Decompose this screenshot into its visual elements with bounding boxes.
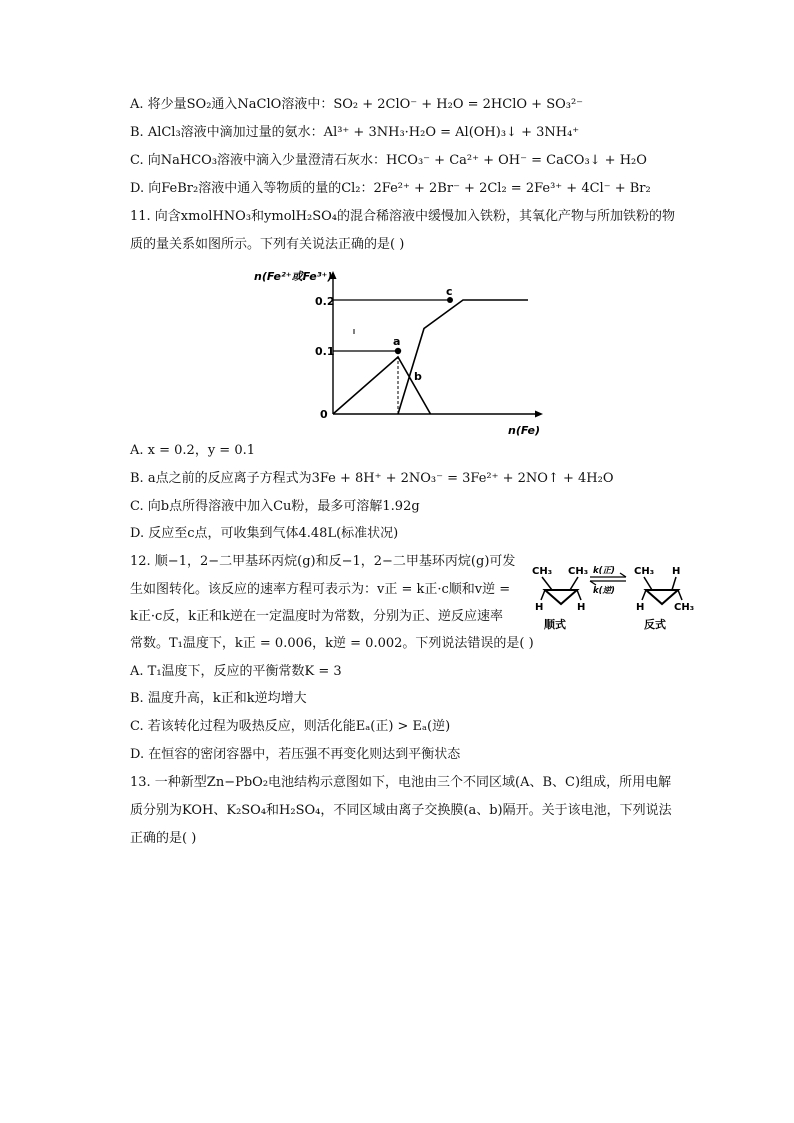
q12-isomer-figure (530, 560, 700, 632)
label-a: a (393, 335, 401, 348)
q12-option-b: B. 温度升高，k正和k逆均增大 (130, 691, 307, 706)
cis-ch3-left: CH₃ (532, 566, 553, 577)
q10-option-c: C. 向NaHCO₃溶液中滴入少量澄清石灰水：HCO₃⁻ + Ca²⁺ + OH⁻ = CaCO₃↓ + H₂O (130, 153, 647, 168)
label-c: c (446, 285, 453, 298)
q11-option-a: A. x = 0.2，y = 0.1 (130, 443, 255, 458)
reverse-rate-label: k(逆) (593, 586, 615, 596)
trans-h-bottom: H (636, 602, 645, 613)
q10-option-a: A. 将少量SO₂通入NaClO溶液中：SO₂ + 2ClO⁻ + H₂O = 2HClO + SO₃²⁻ (130, 97, 584, 112)
cis-ch3-right: CH₃ (568, 566, 589, 577)
x-axis-arrow (535, 411, 543, 418)
trans-label: 反式 (644, 618, 666, 631)
series-line-2 (398, 300, 528, 414)
q12-option-d: D. 在恒容的密闭容器中，若压强不再变化则达到平衡状态 (130, 747, 461, 762)
forward-rate-label: k(正) (593, 566, 615, 576)
y-tick-0.1: 0.1 (315, 345, 335, 358)
series-layer (333, 300, 528, 414)
x-axis-label: n(Fe) (508, 424, 541, 437)
q12-option-c: C. 若该转化过程为吸热反应，则活化能Eₐ(正) > Eₐ(逆) (130, 719, 451, 734)
y-tick-0: 0 (320, 408, 328, 421)
q12-stem-line-1: 12. 顺−1，2−二甲基环丙烷(g)和反−1，2−二甲基环丙烷(g)可发 (130, 554, 516, 569)
label-b: b (414, 370, 422, 383)
y-axis-label: n(Fe²⁺或Fe³⁺) (254, 270, 333, 283)
q11-stem-line-1: 11. 向含xmolHNO₃和ymolH₂SO₄的混合稀溶液中缓慢加入铁粉，其氧化产物与所加铁粉的物 (130, 209, 676, 224)
q10-option-d: D. 向FeBr₂溶液中通入等物质的量的Cl₂：2Fe²⁺ + 2Br⁻ + 2Cl₂ = 2Fe³⁺ + 4Cl⁻ + Br₂ (130, 181, 651, 196)
y-tick-0.2: 0.2 (315, 295, 335, 308)
q11-option-b: B. a点之前的反应离子方程式为3Fe + 8H⁺ + 2NO₃⁻ = 3Fe²⁺ + 2NO↑ + 4H₂O (130, 471, 614, 486)
q13-stem-line-2: 质分别为KOH、K₂SO₄和H₂SO₄，不同区域由离子交换膜(a、b)隔开。关于该电池，下列说法 (130, 803, 672, 818)
q12-option-a: A. T₁温度下，反应的平衡常数K = 3 (130, 664, 342, 679)
q12-stem-line-4: 常数。T₁温度下，k正 = 0.006，k逆 = 0.002。下列说法错误的是( ) (130, 636, 534, 651)
q12-stem-line-2: 生如图转化。该反应的速率方程可表示为：v正 = k正·c顺和v逆 = (130, 582, 511, 597)
trans-ch3-bottom: CH₃ (674, 602, 695, 613)
q12-stem-line-3: k正·c反，k正和k逆在一定温度时为常数，分别为正、逆反应速率 (130, 609, 504, 624)
cis-h-right: H (577, 602, 586, 613)
series-line-1 (333, 357, 431, 414)
q13-stem-line-1: 13. 一种新型Zn−PbO₂电池结构示意图如下，电池由三个不同区域(A、B、C)组成，所用电解 (130, 775, 672, 790)
trans-h-top: H (672, 566, 681, 577)
q10-option-b: B. AlCl₃溶液中滴加过量的氨水：Al³⁺ + 3NH₃·H₂O = Al(OH)₃↓ + 3NH₄⁺ (130, 125, 580, 140)
trans-ch3-top: CH₃ (634, 566, 655, 577)
q11-option-d: D. 反应至c点，可收集到气体4.48L(标准状况) (130, 526, 399, 541)
q11-option-c: C. 向b点所得溶液中加入Cu粉，最多可溶解1.92g (130, 499, 420, 514)
q11-stem-line-2: 质的量关系如图所示。下列有关说法正确的是( ) (130, 237, 405, 252)
cis-ring (545, 590, 577, 604)
point-a (395, 348, 401, 354)
q11-chart (250, 262, 550, 440)
q13-stem-line-3: 正确的是( ) (130, 831, 197, 846)
cis-label: 顺式 (544, 618, 566, 631)
cis-h-left: H (535, 602, 544, 613)
